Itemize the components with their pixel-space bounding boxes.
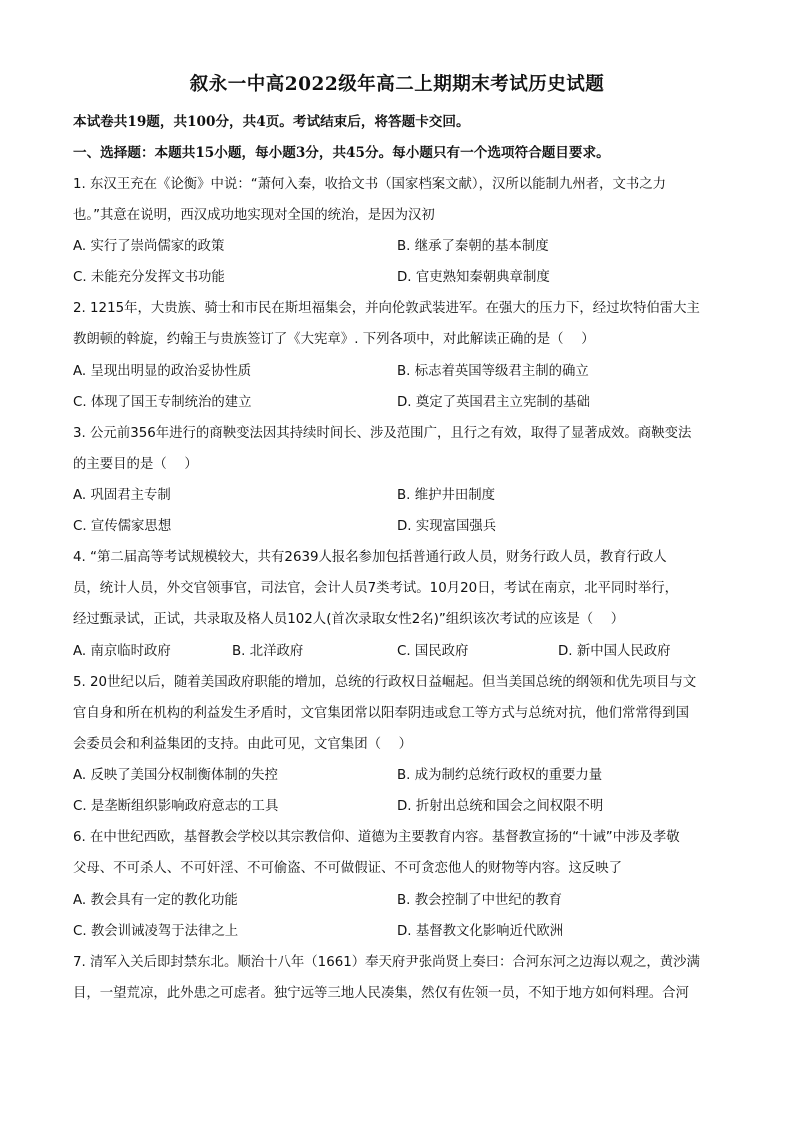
question-2-option-d: D. 奠定了英国君主立宪制的基础 xyxy=(397,395,590,410)
question-5-line-1: 5. 20世纪以后，随着美国政府职能的增加，总统的行政权日益崛起。但当美国总统的纲领和优先项目与文 xyxy=(73,675,697,690)
question-1-line-2: 也。”其意在说明，西汉成功地实现对全国的统治，是因为汉初 xyxy=(73,208,435,223)
question-1-option-a: A. 实行了崇尚儒家的政策 xyxy=(73,239,225,254)
question-3-line-1: 3. 公元前356年进行的商鞅变法因其持续时间长、涉及范围广，且行之有效，取得了显著成效。商鞅变法 xyxy=(73,426,692,441)
question-1-option-b: B. 继承了秦朝的基本制度 xyxy=(397,239,549,254)
question-4-line-3: 经过甄录试，正试，共录取及格人员102人(首次录取女性2名)”组织该次考试的应该是（ ） xyxy=(73,612,625,627)
question-5-line-3: 会委员会和利益集团的支持。由此可见，文官集团（ ） xyxy=(73,737,413,752)
question-1-option-d: D. 官吏熟知秦朝典章制度 xyxy=(397,270,550,285)
page-title: 叙永一中高2022级年高二上期期末考试历史试题 xyxy=(189,74,605,95)
question-4-line-1: 4. “第二届高等考试规模较大，共有2639人报名参加包括普通行政人员，财务行政人员，教育行政人 xyxy=(73,550,667,565)
question-2-option-a: A. 呈现出明显的政治妥协性质 xyxy=(73,364,252,379)
question-2-option-c: C. 体现了国王专制统治的建立 xyxy=(73,395,252,410)
question-6-line-2: 父母、不可杀人、不可奸淫、不可偷盗、不可做假证、不可贪恋他人的财物等内容。这反映了 xyxy=(73,861,623,876)
question-6-option-d: D. 基督教文化影响近代欧洲 xyxy=(397,924,564,939)
question-4-option-c: C. 国民政府 xyxy=(397,644,469,659)
question-4-option-b: B. 北洋政府 xyxy=(232,644,304,659)
question-2-option-b: B. 标志着英国等级君主制的确立 xyxy=(397,364,589,379)
question-3-line-2: 的主要目的是（ ） xyxy=(73,457,198,472)
question-3-option-a: A. 巩固君主专制 xyxy=(73,488,171,503)
question-3-option-d: D. 实现富国强兵 xyxy=(397,519,497,534)
question-6-line-1: 6. 在中世纪西欧，基督教会学校以其宗教信仰、道德为主要教育内容。基督教宣扬的“十诫”中涉及孝敬 xyxy=(73,830,680,845)
question-7-line-2: 目，一望荒凉，此外患之可虑者。独宁远等三地人民凑集，然仅有佐领一员，不知于地方如何料理。合河 xyxy=(73,986,689,1001)
exam-intro: 本试卷共19题，共100分，共4页。考试结束后，将答题卡交回。 xyxy=(73,114,470,130)
question-6-option-a: A. 教会具有一定的教化功能 xyxy=(73,893,238,908)
question-2-line-1: 2. 1215年，大贵族、骑士和市民在斯坦福集会，并向伦敦武装进军。在强大的压力下，经过坎特伯雷大主 xyxy=(73,301,700,316)
question-4-option-d: D. 新中国人民政府 xyxy=(558,644,671,659)
question-5-option-d: D. 折射出总统和国会之间权限不明 xyxy=(397,799,604,814)
question-3-option-b: B. 维护井田制度 xyxy=(397,488,496,503)
question-5-option-a: A. 反映了美国分权制衡体制的失控 xyxy=(73,768,278,783)
question-6-option-c: C. 教会训诫凌驾于法律之上 xyxy=(73,924,239,939)
question-5-option-c: C. 是垄断组织影响政府意志的工具 xyxy=(73,799,279,814)
question-4-option-a: A. 南京临时政府 xyxy=(73,644,171,659)
question-5-line-2: 官自身和所在机构的利益发生矛盾时，文官集团常以阳奉阴违或怠工等方式与总统对抗，他们常常得到国 xyxy=(73,706,689,721)
question-7-line-1: 7. 清军入关后即封禁东北。顺治十八年（1661）奉天府尹张尚贤上奏曰：合河东河之边海以观之，黄沙满 xyxy=(73,955,700,970)
question-1-line-1: 1. 东汉王充在《论衡》中说：“萧何入秦，收拾文书（国家档案文献），汉所以能制九州者，文书之力 xyxy=(73,177,667,192)
question-6-option-b: B. 教会控制了中世纪的教育 xyxy=(397,893,562,908)
question-3-option-c: C. 宣传儒家思想 xyxy=(73,519,172,534)
section-heading: 一、选择题：本题共15小题，每小题3分，共45分。每小题只有一个选项符合题目要求。 xyxy=(73,145,610,161)
question-4-line-2: 员，统计人员，外交官领事官，司法官，会计人员7类考试。10月20日，考试在南京，北平同时举行， xyxy=(73,581,679,596)
question-1-option-c: C. 未能充分发挥文书功能 xyxy=(73,270,225,285)
question-5-option-b: B. 成为制约总统行政权的重要力量 xyxy=(397,768,603,783)
question-2-line-2: 教朗顿的斡旋，约翰王与贵族签订了《大宪章》. 下列各项中，对此解读正确的是（ ） xyxy=(73,332,595,347)
